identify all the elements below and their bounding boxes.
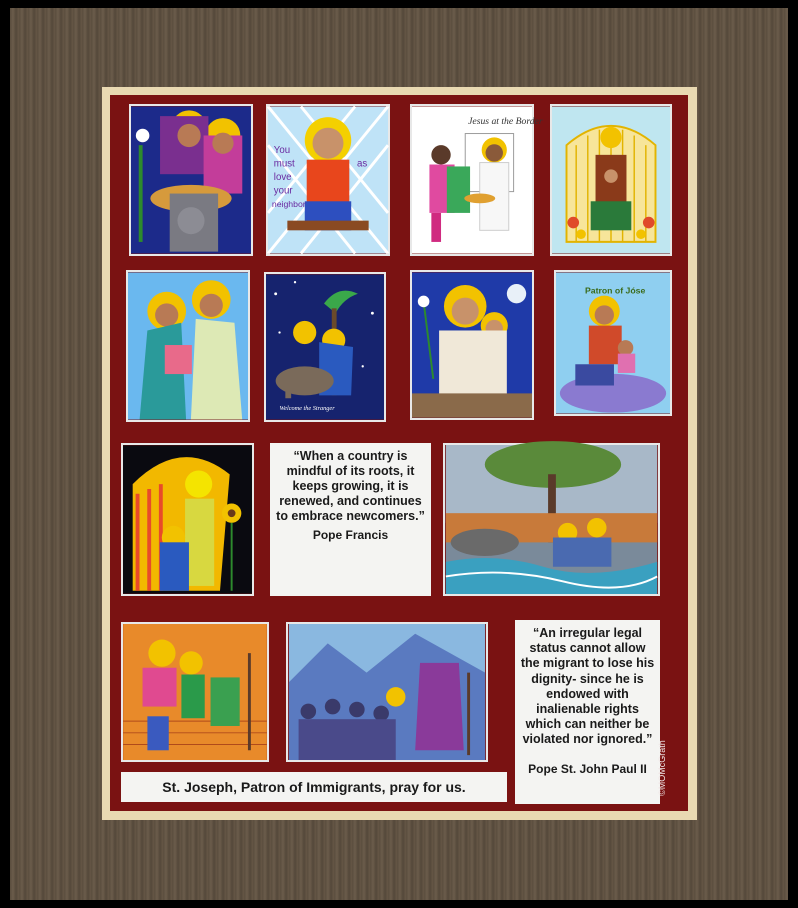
art-joseph-child-lily bbox=[410, 270, 534, 420]
art-patron-jose bbox=[554, 270, 672, 416]
love-word-1: You bbox=[273, 144, 291, 156]
patron-title: Patron of Jóse bbox=[584, 285, 646, 296]
quote-john-paul-ii bbox=[515, 620, 660, 804]
art-holy-family-sunflowers bbox=[121, 443, 254, 596]
love-word-4: your bbox=[273, 185, 293, 197]
artist-signature bbox=[656, 735, 676, 805]
art-rest-on-flight bbox=[443, 443, 660, 596]
quote-francis-author: Pope Francis bbox=[312, 528, 389, 542]
quote-francis-text: “When a country is mindful of its roots, it keeps growing, it is renewed, and continues to embrace newcomers.” bbox=[276, 449, 425, 523]
welcome-stranger-title: Welcome the Stranger bbox=[279, 404, 335, 412]
art-welcome-stranger bbox=[264, 272, 386, 422]
art-joseph-mary-embrace bbox=[126, 270, 250, 422]
art-joseph-walking bbox=[121, 622, 269, 762]
love-word-3: love bbox=[273, 172, 292, 183]
art-jesus-border bbox=[410, 104, 543, 256]
quote-pope-francis bbox=[270, 443, 431, 596]
quote-john-paul-text: “An irregular legal status cannot allow the migrant to lose his dignity- since he is endowed with inalienable rights which can neither be violated nor ignored.” bbox=[520, 626, 655, 747]
love-word-6: as bbox=[357, 158, 368, 170]
love-word-2: must bbox=[273, 158, 295, 170]
art-holy-family-donkey bbox=[129, 104, 253, 256]
art-migrant-crowd bbox=[286, 622, 488, 762]
quote-john-paul-author: Pope St. John Paul II bbox=[528, 761, 647, 776]
prayer-caption: St. Joseph, Patron of Immigrants, pray for us. bbox=[121, 772, 507, 802]
art-joseph-cage bbox=[550, 104, 672, 256]
love-word-5: neighbor bbox=[271, 199, 306, 210]
signature-text: ©MOMcGrath bbox=[656, 740, 667, 796]
art-love-neighbor bbox=[266, 104, 390, 256]
jesus-border-title: Jesus at the Border bbox=[468, 115, 543, 127]
